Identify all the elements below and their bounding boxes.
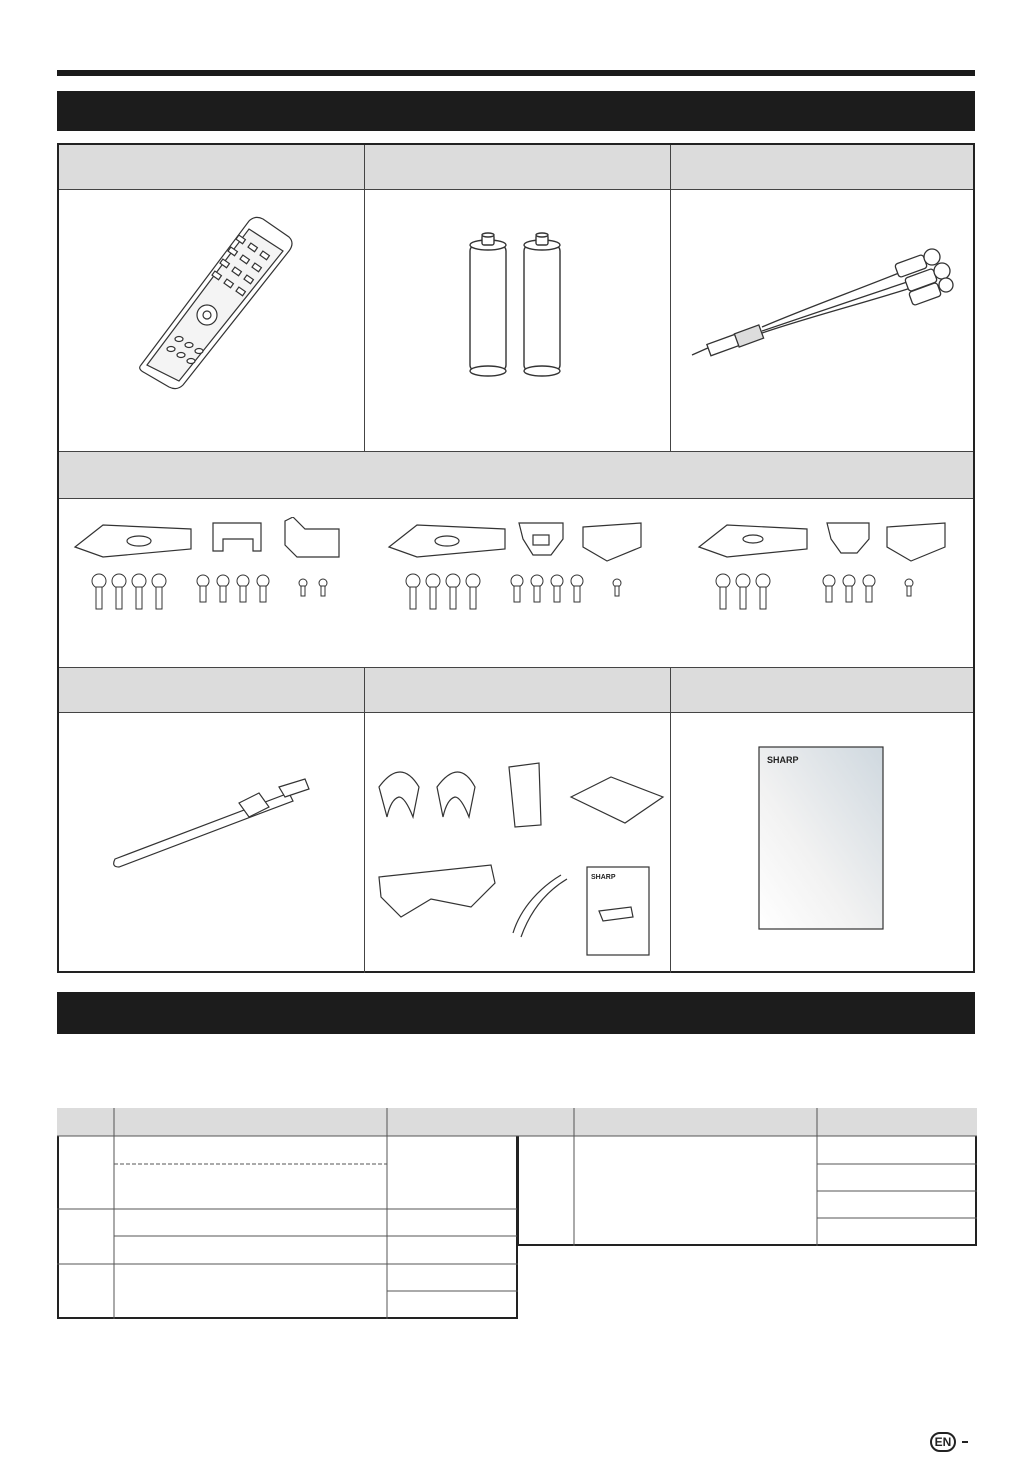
divider bbox=[364, 145, 365, 451]
page-number-dash bbox=[962, 1441, 968, 1443]
cable-tie-icon bbox=[109, 773, 319, 873]
divider bbox=[364, 667, 365, 973]
3d-glasses-kit-icon bbox=[371, 757, 667, 967]
divider bbox=[670, 667, 671, 973]
av-adapter-cable-icon bbox=[684, 247, 954, 362]
stand-unit-large-icon bbox=[73, 517, 363, 627]
operation-manual-icon bbox=[757, 745, 885, 931]
section-header-bar-accessories bbox=[57, 91, 975, 131]
accessories-grid bbox=[57, 143, 975, 973]
row3-header bbox=[59, 667, 973, 713]
aaa-batteries-icon bbox=[464, 231, 570, 377]
left-spec-table bbox=[57, 1108, 518, 1319]
right-spec-table bbox=[517, 1108, 977, 1246]
remote-control-icon bbox=[137, 215, 297, 390]
stand-row-header bbox=[59, 451, 973, 499]
top-rule bbox=[57, 70, 975, 76]
divider bbox=[670, 145, 671, 451]
language-badge: EN bbox=[930, 1432, 956, 1452]
row1-header bbox=[59, 145, 973, 190]
manual-brand: SHARP bbox=[767, 755, 799, 765]
section-header-bar-specifications bbox=[57, 992, 975, 1034]
3d-manual-brand: SHARP bbox=[591, 874, 616, 881]
stand-unit-medium-icon bbox=[387, 517, 657, 627]
stand-unit-small-icon bbox=[697, 517, 967, 627]
